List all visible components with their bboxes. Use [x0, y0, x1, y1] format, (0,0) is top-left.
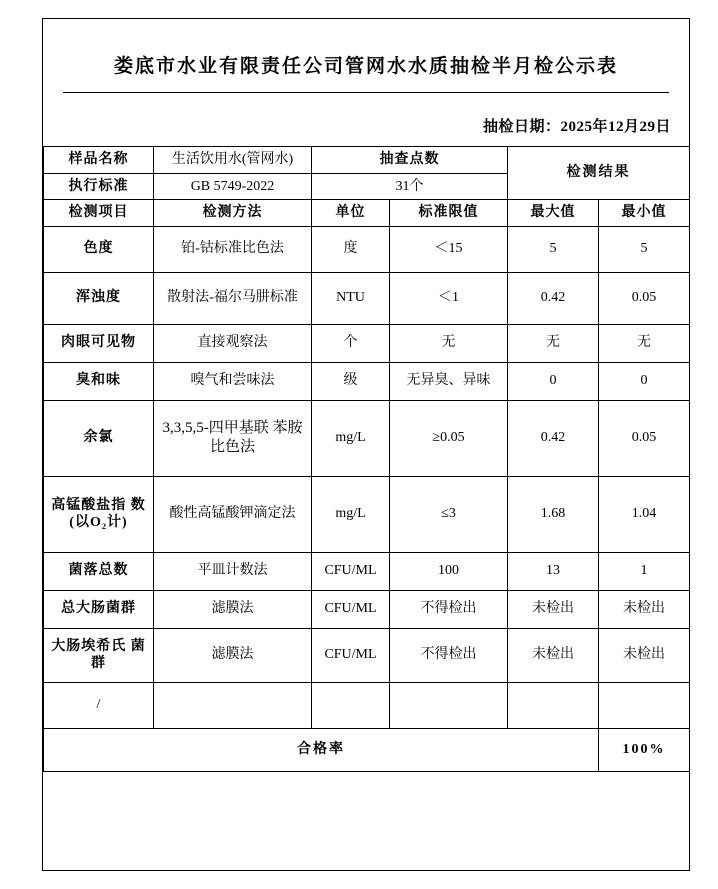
row-limit: 100 — [390, 552, 508, 590]
row-method: 滤膜法 — [154, 628, 312, 682]
table-row — [44, 590, 690, 628]
row-min: 未检出 — [599, 628, 690, 682]
pass-rate-label: 合格率 — [44, 728, 599, 771]
table-row — [44, 324, 690, 362]
sample-name-label: 样品名称 — [44, 147, 154, 174]
row-max: 0.42 — [508, 272, 599, 324]
blank-row-unit — [312, 682, 390, 728]
row-max: 0 — [508, 362, 599, 400]
row-method: 3,3,5,5-四甲基联 苯胺比色法 — [154, 400, 312, 476]
row-method: 直接观察法 — [154, 324, 312, 362]
spot-count-value: 31个 — [312, 173, 508, 200]
row-min: 1 — [599, 552, 690, 590]
row-limit: 无 — [390, 324, 508, 362]
pass-rate-value: 100% — [599, 728, 690, 771]
row-unit: 级 — [312, 362, 390, 400]
table-row — [44, 272, 690, 324]
row-limit: 无异臭、异味 — [390, 362, 508, 400]
document-page — [42, 18, 690, 871]
row-max: 无 — [508, 324, 599, 362]
row-unit: mg/L — [312, 476, 390, 552]
row-item: 余氯 — [44, 400, 154, 476]
row-limit: ＜1 — [390, 272, 508, 324]
row-item: 臭和味 — [44, 362, 154, 400]
sample-name-value: 生活饮用水(管网水) — [154, 147, 312, 174]
page-title: 娄底市水业有限责任公司管网水水质抽检半月检公示表 — [113, 56, 618, 77]
row-unit: 度 — [312, 226, 390, 272]
table-row — [44, 362, 690, 400]
row-limit: 不得检出 — [390, 590, 508, 628]
row-min: 未检出 — [599, 590, 690, 628]
table-row — [44, 552, 690, 590]
blank-row-max — [508, 682, 599, 728]
row-max: 5 — [508, 226, 599, 272]
column-header-limit: 标准限值 — [390, 200, 508, 227]
row-limit: 不得检出 — [390, 628, 508, 682]
column-header-min: 最小值 — [599, 200, 690, 227]
standard-value: GB 5749-2022 — [154, 173, 312, 200]
row-max: 0.42 — [508, 400, 599, 476]
table-row-sample — [44, 147, 690, 174]
blank-row-min — [599, 682, 690, 728]
row-min: 0.05 — [599, 272, 690, 324]
row-limit: ≤3 — [390, 476, 508, 552]
row-method: 铂-钴标准比色法 — [154, 226, 312, 272]
row-item: 高锰酸盐指 数(以O₂计) — [44, 476, 154, 552]
row-min: 0 — [599, 362, 690, 400]
row-limit: ≥0.05 — [390, 400, 508, 476]
inspection-date: 抽检日期：2025年12月29日 — [482, 119, 671, 135]
row-method: 滤膜法 — [154, 590, 312, 628]
column-header-max: 最大值 — [508, 200, 599, 227]
blank-row-method — [154, 682, 312, 728]
row-max: 13 — [508, 552, 599, 590]
row-unit: 个 — [312, 324, 390, 362]
row-item: 色度 — [44, 226, 154, 272]
row-unit: CFU/ML — [312, 628, 390, 682]
row-unit: CFU/ML — [312, 552, 390, 590]
row-max: 未检出 — [508, 628, 599, 682]
row-method: 散射法-福尔马肼标准 — [154, 272, 312, 324]
standard-label: 执行标准 — [44, 173, 154, 200]
row-method: 酸性高锰酸钾滴定法 — [154, 476, 312, 552]
table-row — [44, 628, 690, 682]
blank-row-item: / — [44, 682, 154, 728]
row-unit: CFU/ML — [312, 590, 390, 628]
row-min: 无 — [599, 324, 690, 362]
spot-count-label: 抽查点数 — [312, 147, 508, 174]
table-row-blank — [44, 682, 690, 728]
row-item: 大肠埃希氏 菌群 — [44, 628, 154, 682]
blank-row-limit — [390, 682, 508, 728]
row-max: 1.68 — [508, 476, 599, 552]
row-min: 0.05 — [599, 400, 690, 476]
row-item: 肉眼可见物 — [44, 324, 154, 362]
row-method: 平皿计数法 — [154, 552, 312, 590]
table-footer-row — [44, 728, 690, 771]
column-header-method: 检测方法 — [154, 200, 312, 227]
row-item: 总大肠菌群 — [44, 590, 154, 628]
table-row — [44, 400, 690, 476]
table-header-row — [44, 200, 690, 227]
table-row — [44, 226, 690, 272]
row-min: 1.04 — [599, 476, 690, 552]
row-item: 菌落总数 — [44, 552, 154, 590]
row-min: 5 — [599, 226, 690, 272]
row-method: 嗅气和尝味法 — [154, 362, 312, 400]
result-label: 检测结果 — [508, 147, 690, 200]
row-unit: NTU — [312, 272, 390, 324]
row-max: 未检出 — [508, 590, 599, 628]
row-limit: ＜15 — [390, 226, 508, 272]
column-header-unit: 单位 — [312, 200, 390, 227]
row-item: 浑浊度 — [44, 272, 154, 324]
row-unit: mg/L — [312, 400, 390, 476]
water-quality-table — [43, 146, 690, 772]
column-header-item: 检测项目 — [44, 200, 154, 227]
table-row — [44, 476, 690, 552]
